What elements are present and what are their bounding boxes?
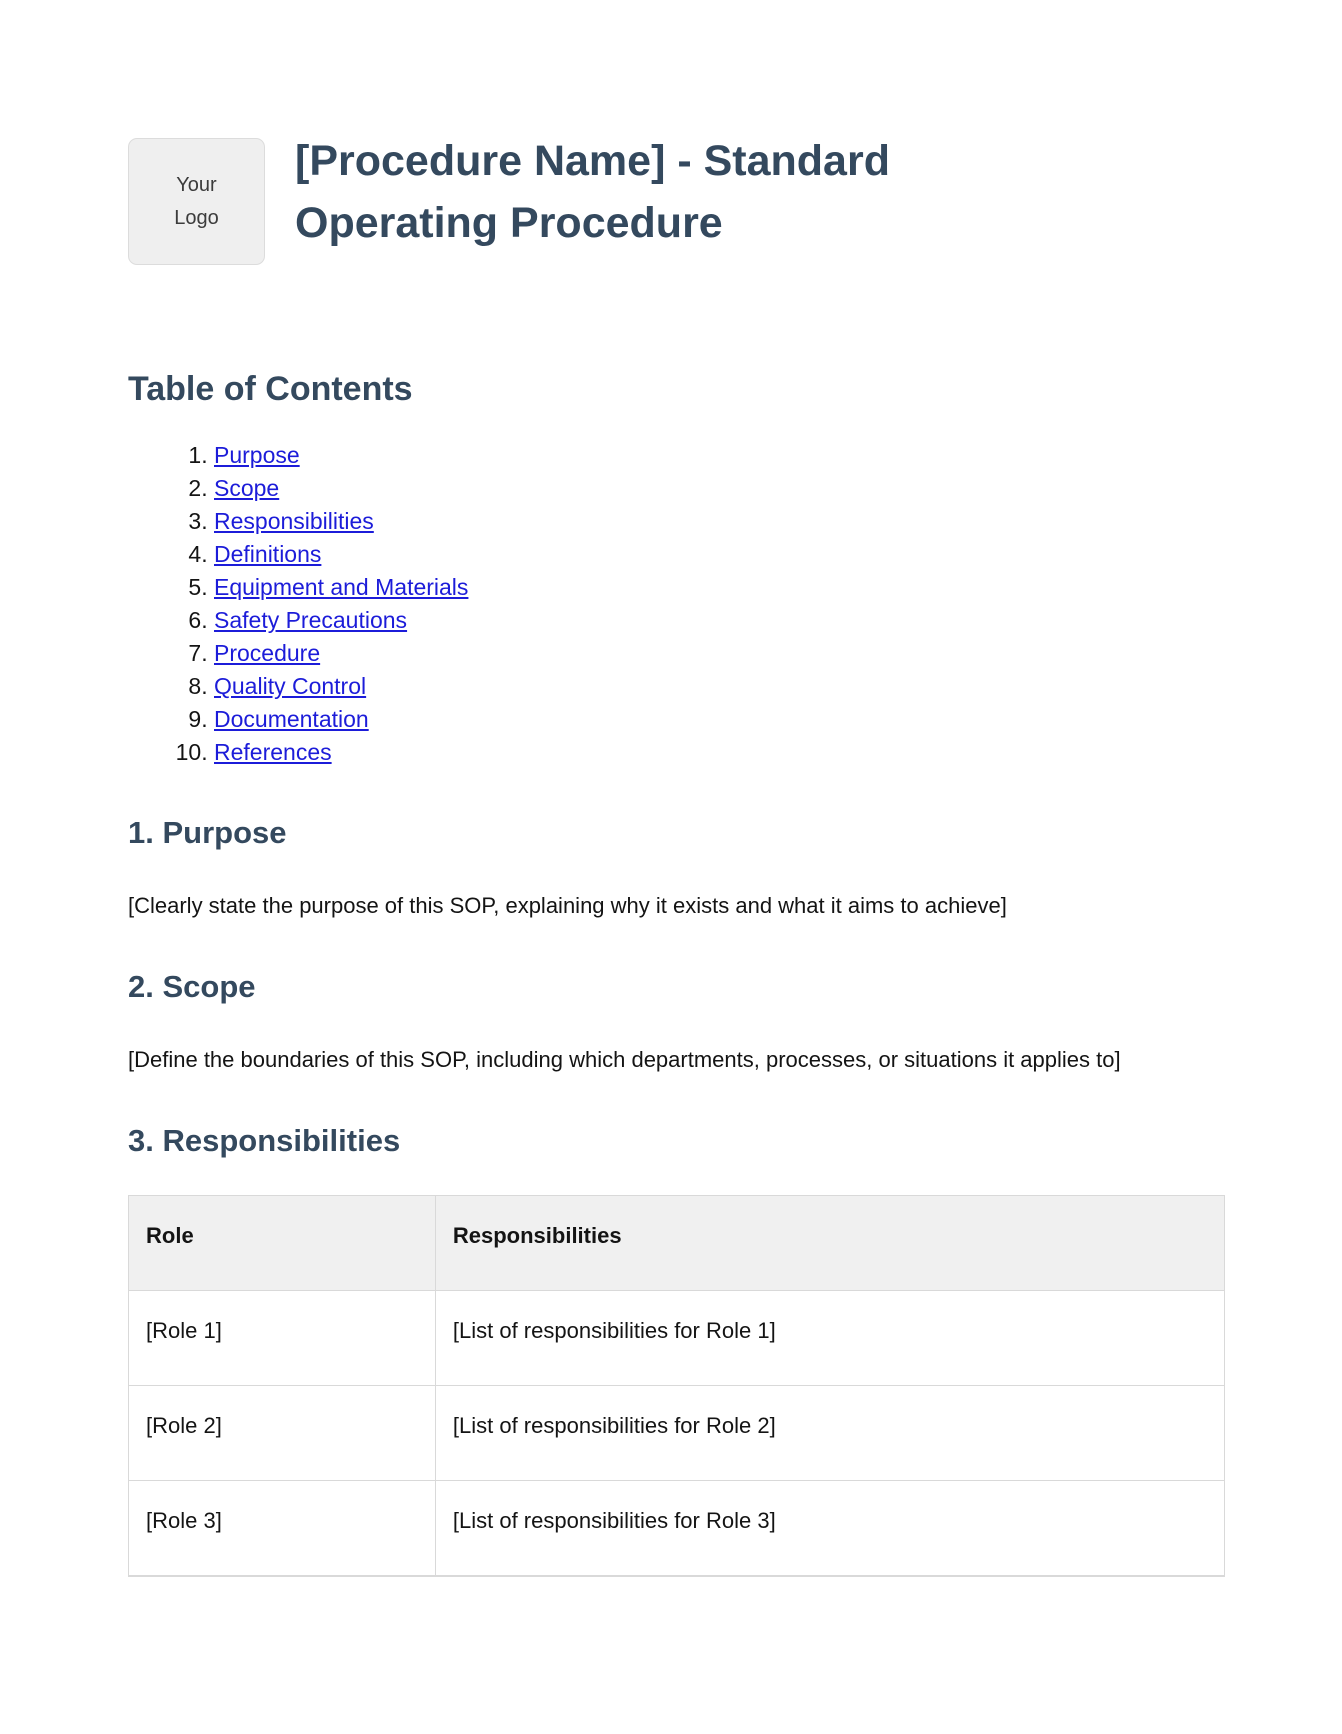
- toc-link-purpose[interactable]: Purpose: [214, 442, 300, 468]
- section-heading-responsibilities: 3. Responsibilities: [128, 1123, 401, 1158]
- toc-item: [214, 439, 1225, 472]
- table-row: [129, 1481, 1225, 1576]
- section-responsibilities: [128, 1123, 1225, 1577]
- section-scope: [128, 969, 1225, 1077]
- toc-link-definitions[interactable]: Definitions: [214, 541, 322, 567]
- table-row: [129, 1386, 1225, 1481]
- responsibilities-table: [128, 1195, 1225, 1577]
- toc-item: [214, 604, 1225, 637]
- toc-item: [214, 736, 1225, 769]
- toc-item: [214, 538, 1225, 571]
- toc-link-responsibilities[interactable]: Responsibilities: [214, 508, 374, 534]
- toc-link-references[interactable]: References: [214, 739, 332, 765]
- toc-item: [214, 670, 1225, 703]
- section-body-purpose: [Clearly state the purpose of this SOP, explaining why it exists and what it aims to achieve]: [128, 893, 1007, 918]
- toc-heading: Table of Contents: [128, 370, 413, 408]
- toc-list: [128, 439, 1225, 769]
- responsibilities-cell: [List of responsibilities for Role 2]: [435, 1386, 1224, 1481]
- toc-link-documentation[interactable]: Documentation: [214, 706, 369, 732]
- logo-placeholder: [128, 138, 265, 265]
- section-heading-purpose: 1. Purpose: [128, 815, 287, 850]
- section-body-scope: [Define the boundaries of this SOP, including which departments, processes, or situations it applies to]: [128, 1047, 1121, 1072]
- logo-text-line2: Logo: [174, 206, 219, 229]
- responsibilities-cell: [List of responsibilities for Role 3]: [435, 1481, 1224, 1576]
- page-title: [Procedure Name] - Standard Operating Procedure: [295, 137, 890, 247]
- toc-item: [214, 505, 1225, 538]
- toc-item: [214, 637, 1225, 670]
- role-cell: [Role 3]: [129, 1481, 436, 1576]
- document-header: [128, 138, 1225, 265]
- table-row: [129, 1291, 1225, 1386]
- role-cell: [Role 2]: [129, 1386, 436, 1481]
- logo-text-line1: Your: [176, 173, 217, 196]
- toc-item: [214, 571, 1225, 604]
- column-header-role: Role: [129, 1196, 436, 1291]
- toc-item: [214, 472, 1225, 505]
- toc-link-procedure[interactable]: Procedure: [214, 640, 321, 666]
- section-purpose: [128, 815, 1225, 923]
- role-cell: [Role 1]: [129, 1291, 436, 1386]
- responsibilities-cell: [List of responsibilities for Role 1]: [435, 1291, 1224, 1386]
- toc-item: [214, 703, 1225, 736]
- toc-link-quality-control[interactable]: Quality Control: [214, 673, 367, 699]
- column-header-responsibilities: Responsibilities: [435, 1196, 1224, 1291]
- toc-link-equipment-and-materials[interactable]: Equipment and Materials: [214, 574, 469, 600]
- toc-link-safety-precautions[interactable]: Safety Precautions: [214, 607, 408, 633]
- toc-link-scope[interactable]: Scope: [214, 475, 280, 501]
- section-heading-scope: 2. Scope: [128, 969, 256, 1004]
- table-header-row: [129, 1196, 1225, 1291]
